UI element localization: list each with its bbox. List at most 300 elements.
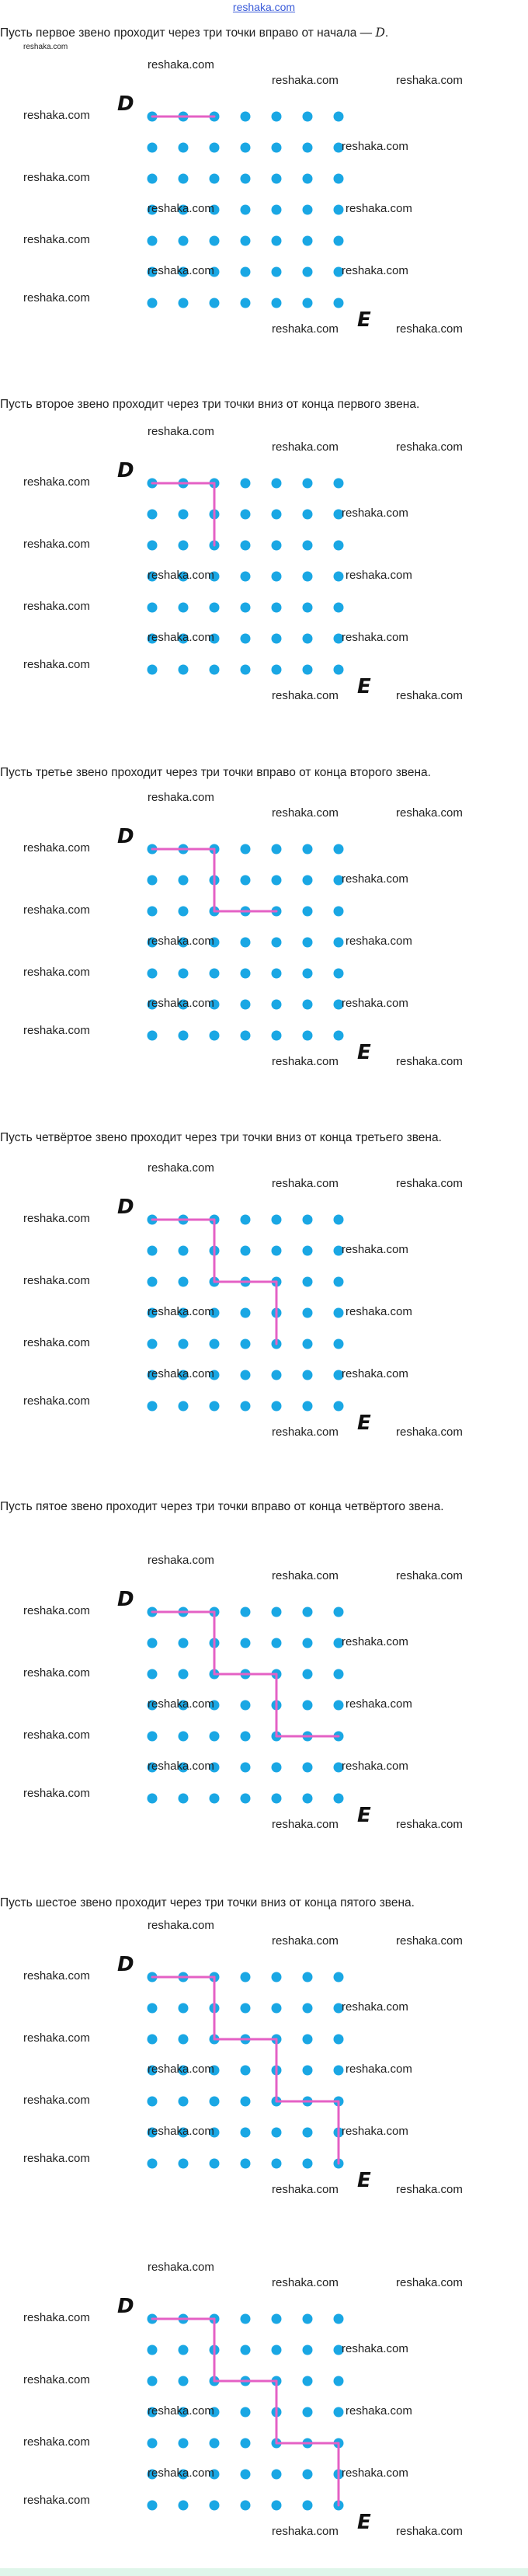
grid-dot [272, 572, 282, 582]
step-caption [0, 1126, 528, 1149]
grid-dot [179, 2438, 189, 2449]
step-caption [0, 1495, 528, 1518]
grid-dot [334, 1031, 344, 1041]
watermark: reshaka.com [148, 997, 214, 1010]
grid-dot [303, 2501, 313, 2511]
point-label-start: D [117, 825, 134, 848]
watermark: reshaka.com [396, 1426, 463, 1439]
watermark: reshaka.com [23, 233, 90, 246]
watermark: reshaka.com [23, 475, 90, 489]
watermark: reshaka.com [342, 506, 408, 520]
grid-dot [334, 1308, 344, 1318]
grid-dot [303, 2407, 313, 2418]
grid-dot [241, 844, 251, 855]
grid-dot [241, 603, 251, 613]
grid-dot [241, 2470, 251, 2480]
grid-dot [272, 634, 282, 644]
grid-dot [241, 2501, 251, 2511]
grid-dot [241, 1607, 251, 1617]
grid-dot [210, 1732, 220, 1742]
watermark: reshaka.com [346, 569, 412, 582]
watermark: reshaka.com [396, 2525, 463, 2538]
watermark: reshaka.com [148, 1161, 214, 1175]
watermark: reshaka.com [396, 1569, 463, 1582]
grid-dot [303, 174, 313, 184]
grid-dot [179, 143, 189, 153]
grid-dot [272, 2003, 282, 2014]
watermark: reshaka.com [272, 1934, 339, 1948]
point-label-end: E [357, 675, 371, 698]
grid-dot [179, 1277, 189, 1287]
grid-dot [179, 1669, 189, 1680]
grid-dot [179, 541, 189, 551]
grid-dot [148, 236, 158, 246]
grid-dot [241, 174, 251, 184]
grid-dot [241, 2438, 251, 2449]
point-label-start: D [117, 92, 134, 116]
grid-dot [272, 2345, 282, 2355]
grid-dot [303, 572, 313, 582]
grid-dot [303, 1370, 313, 1380]
grid-dot [334, 174, 344, 184]
point-label-start: D [117, 459, 134, 482]
watermark: reshaka.com [148, 935, 214, 948]
watermark: reshaka.com [23, 2435, 90, 2449]
grid-dot [272, 143, 282, 153]
grid-dot [334, 1794, 344, 1804]
watermark: reshaka.com [342, 997, 408, 1010]
grid-dot [272, 174, 282, 184]
grid-dot [179, 1031, 189, 1041]
grid-dot [179, 2003, 189, 2014]
grid-dot [272, 2470, 282, 2480]
watermark: reshaka.com [23, 538, 90, 551]
grid-dot [334, 541, 344, 551]
watermark: reshaka.com [148, 791, 214, 804]
grid-dot [272, 2128, 282, 2138]
grid-dot [148, 1246, 158, 1256]
grid-dot [303, 143, 313, 153]
grid-dot [179, 174, 189, 184]
watermark: reshaka.com [148, 2261, 214, 2274]
point-label-start: D [117, 1953, 134, 1976]
grid-dot [179, 2159, 189, 2169]
grid-dot [303, 1246, 313, 1256]
watermark: reshaka.com [346, 2404, 412, 2418]
caption-math: D [375, 26, 385, 40]
grid-dot [241, 2097, 251, 2107]
caption-text: Пусть первое звено проходит через три точки вправо от начала — [0, 26, 376, 40]
grid-dot [303, 2003, 313, 2014]
grid-dot [241, 2159, 251, 2169]
grid-dot [241, 267, 251, 277]
grid-dot [241, 541, 251, 551]
grid-dot [241, 2407, 251, 2418]
grid-dot [272, 969, 282, 979]
grid-dot [303, 1763, 313, 1773]
grid-dot [210, 603, 220, 613]
grid-dot [272, 1031, 282, 1041]
grid-dot [241, 510, 251, 520]
watermark: reshaka.com [23, 2031, 90, 2045]
grid-dot [210, 2501, 220, 2511]
grid-dot [272, 510, 282, 520]
grid-dot [179, 2097, 189, 2107]
watermark: reshaka.com [396, 1177, 463, 1190]
grid-dot [272, 2159, 282, 2169]
grid-dot [241, 1308, 251, 1318]
grid-dot [334, 479, 344, 489]
grid-dot [303, 1339, 313, 1349]
grid-dot [241, 2003, 251, 2014]
watermark: reshaka.com [342, 2466, 408, 2480]
grid-dot [303, 1277, 313, 1287]
grid-dot [179, 907, 189, 917]
watermark: reshaka.com [272, 2525, 339, 2538]
site-title[interactable]: reshaka.com [232, 1, 296, 13]
grid-dot [303, 2314, 313, 2324]
watermark: reshaka.com [396, 1055, 463, 1068]
grid-dot [241, 1031, 251, 1041]
grid-dot [210, 298, 220, 308]
watermark: reshaka.com [272, 74, 339, 87]
grid-dot [334, 844, 344, 855]
grid-dot [148, 2003, 158, 2014]
grid-dot [272, 2314, 282, 2324]
grid-dot [241, 1972, 251, 1982]
grid-dot [241, 1246, 251, 1256]
watermark: reshaka.com [23, 2373, 90, 2386]
watermark: reshaka.com [23, 1666, 90, 1680]
grid-dot [148, 2501, 158, 2511]
caption-text: Пусть третье звено проходит через три точки вправо от конца второго звена. [0, 766, 431, 779]
grid-dot [272, 938, 282, 948]
grid-dot [272, 205, 282, 215]
watermark: reshaka.com [23, 1604, 90, 1617]
grid-dot [303, 1794, 313, 1804]
grid-dot [334, 2035, 344, 2045]
grid-dot [148, 541, 158, 551]
grid-dot [303, 541, 313, 551]
caption-text: Пусть шестое звено проходит через три точки вниз от конца пятого звена. [0, 1896, 415, 1909]
grid-dot [148, 1401, 158, 1412]
watermark: reshaka.com [23, 1787, 90, 1800]
grid-dot [241, 2314, 251, 2324]
step-caption [0, 1892, 528, 1914]
grid-dot [148, 1277, 158, 1287]
grid-dot [303, 1031, 313, 1041]
grid-dot [303, 1401, 313, 1412]
grid-dot [303, 479, 313, 489]
grid-dot [303, 875, 313, 886]
watermark: reshaka.com [23, 600, 90, 613]
watermark: reshaka.com [272, 2183, 339, 2196]
footer-strip [0, 2568, 528, 2576]
watermark: reshaka.com [396, 2276, 463, 2289]
watermark: reshaka.com [396, 806, 463, 820]
grid-dot [241, 572, 251, 582]
grid-dot [334, 1607, 344, 1617]
grid-dot [334, 1277, 344, 1287]
grid-dot [241, 112, 251, 122]
grid-dot [148, 174, 158, 184]
watermark: reshaka.com [342, 1635, 408, 1648]
caption-text: Пусть пятое звено проходит через три точки вправо от конца четвёртого звена. [0, 1500, 444, 1513]
watermark: reshaka.com [342, 140, 408, 153]
watermark: reshaka.com [272, 440, 339, 454]
watermark: reshaka.com [342, 2125, 408, 2138]
grid-dot [210, 1339, 220, 1349]
watermark: reshaka.com [272, 1055, 339, 1068]
grid-dot [303, 236, 313, 246]
grid-dot [179, 1732, 189, 1742]
point-label-start: D [117, 1588, 134, 1611]
grid-dot [210, 1794, 220, 1804]
watermark: reshaka.com [23, 1728, 90, 1742]
grid-dot [272, 1794, 282, 1804]
watermark: reshaka.com [23, 2494, 90, 2507]
grid-dot [148, 1339, 158, 1349]
watermark: reshaka.com [23, 43, 68, 51]
watermark: reshaka.com [346, 202, 412, 215]
grid-dot [272, 2501, 282, 2511]
grid-dot [241, 1732, 251, 1742]
grid-dot [148, 510, 158, 520]
grid-dot [210, 1401, 220, 1412]
grid-dot [303, 969, 313, 979]
grid-dot [303, 1972, 313, 1982]
watermark: reshaka.com [23, 903, 90, 917]
grid-dot [334, 938, 344, 948]
grid-dot [241, 1215, 251, 1225]
point-label-start: D [117, 2295, 134, 2318]
watermark: reshaka.com [396, 1934, 463, 1948]
grid-dot [303, 634, 313, 644]
watermark: reshaka.com [342, 2342, 408, 2355]
grid-dot [334, 298, 344, 308]
watermark: reshaka.com [23, 2152, 90, 2165]
grid-dot [334, 1972, 344, 1982]
grid-dot [334, 969, 344, 979]
watermark: reshaka.com [23, 966, 90, 979]
grid-dot [148, 1031, 158, 1041]
watermark: reshaka.com [148, 1367, 214, 1380]
point-label-end: E [357, 2511, 371, 2534]
grid-dot [148, 665, 158, 675]
watermark: reshaka.com [23, 291, 90, 305]
grid-dot [241, 875, 251, 886]
grid-dot [179, 298, 189, 308]
grid-dot [179, 2376, 189, 2386]
watermark: reshaka.com [272, 806, 339, 820]
grid-dot [179, 665, 189, 675]
grid-dot [303, 907, 313, 917]
grid-dot [303, 665, 313, 675]
watermark: reshaka.com [148, 2466, 214, 2480]
watermark: reshaka.com [148, 569, 214, 582]
watermark: reshaka.com [148, 1919, 214, 1932]
grid-dot [272, 1638, 282, 1648]
watermark: reshaka.com [148, 264, 214, 277]
grid-dot [303, 938, 313, 948]
watermark: reshaka.com [148, 1760, 214, 1773]
grid-dot [334, 236, 344, 246]
watermark: reshaka.com [396, 2183, 463, 2196]
grid-dot [303, 603, 313, 613]
watermark: reshaka.com [148, 1554, 214, 1567]
grid-dot [334, 2407, 344, 2418]
grid-dot [334, 603, 344, 613]
grid-dot [241, 205, 251, 215]
grid-dot [148, 2035, 158, 2045]
grid-dot [210, 2159, 220, 2169]
watermark: reshaka.com [23, 1394, 90, 1408]
grid-dot [272, 1370, 282, 1380]
grid-dot [179, 1401, 189, 1412]
grid-dot [241, 1794, 251, 1804]
grid-dot [272, 298, 282, 308]
grid-dot [148, 2097, 158, 2107]
step-caption [0, 761, 528, 784]
grid-dot [241, 143, 251, 153]
grid-dot [241, 1701, 251, 1711]
grid-dot [334, 2376, 344, 2386]
watermark: reshaka.com [342, 872, 408, 886]
point-label-end: E [357, 1412, 371, 1435]
grid-dot [241, 1000, 251, 1010]
point-label-end: E [357, 1804, 371, 1827]
watermark: reshaka.com [342, 1760, 408, 1773]
caption-text-end: . [384, 26, 389, 40]
grid-dot [241, 1370, 251, 1380]
grid-dot [272, 844, 282, 855]
grid-dot [179, 236, 189, 246]
watermark: reshaka.com [23, 2094, 90, 2107]
grid-dot [210, 665, 220, 675]
grid-dot [303, 1669, 313, 1680]
grid-dot [334, 1339, 344, 1349]
grid-dot [303, 205, 313, 215]
grid-dot [303, 510, 313, 520]
grid-dot [303, 112, 313, 122]
grid-dot [334, 2066, 344, 2076]
grid-dot [148, 2345, 158, 2355]
grid-dot [241, 1339, 251, 1349]
watermark: reshaka.com [346, 1697, 412, 1711]
grid-dot [272, 267, 282, 277]
grid-dot [241, 969, 251, 979]
watermark: reshaka.com [272, 689, 339, 702]
grid-dot [241, 634, 251, 644]
watermark: reshaka.com [23, 1274, 90, 1287]
grid-dot [179, 1794, 189, 1804]
grid-dot [241, 2345, 251, 2355]
grid-dot [303, 1701, 313, 1711]
watermark: reshaka.com [23, 171, 90, 184]
grid-dot [303, 1638, 313, 1648]
grid-dot [241, 1638, 251, 1648]
grid-dot [272, 1215, 282, 1225]
grid-dot [303, 267, 313, 277]
watermark: reshaka.com [346, 935, 412, 948]
step-caption [0, 22, 528, 44]
watermark: reshaka.com [342, 2000, 408, 2014]
watermark: reshaka.com [346, 1305, 412, 1318]
grid-dot [334, 1401, 344, 1412]
watermark: reshaka.com [148, 2125, 214, 2138]
grid-dot [148, 1732, 158, 1742]
grid-dot [303, 1215, 313, 1225]
point-label-start: D [117, 1196, 134, 1219]
grid-dot [241, 938, 251, 948]
grid-dot [303, 1308, 313, 1318]
grid-dot [148, 1794, 158, 1804]
grid-dot [241, 236, 251, 246]
grid-dot [210, 174, 220, 184]
watermark: reshaka.com [342, 264, 408, 277]
grid-dot [148, 143, 158, 153]
grid-dot [272, 603, 282, 613]
watermark: reshaka.com [148, 58, 214, 71]
watermark: reshaka.com [23, 1212, 90, 1225]
grid-dot [303, 2159, 313, 2169]
grid-dot [272, 875, 282, 886]
grid-dot [179, 2501, 189, 2511]
watermark: reshaka.com [148, 631, 214, 644]
watermark: reshaka.com [148, 202, 214, 215]
watermark: reshaka.com [148, 1305, 214, 1318]
grid-dot [334, 1669, 344, 1680]
grid-dot [148, 2376, 158, 2386]
grid-dot [179, 1246, 189, 1256]
watermark: reshaka.com [23, 658, 90, 671]
watermark: reshaka.com [396, 74, 463, 87]
grid-dot [210, 2438, 220, 2449]
watermark: reshaka.com [23, 1969, 90, 1982]
grid-dot [272, 1401, 282, 1412]
grid-dot [334, 665, 344, 675]
watermark: reshaka.com [342, 1367, 408, 1380]
grid-dot [148, 2159, 158, 2169]
grid-dot [148, 1669, 158, 1680]
grid-dot [334, 2314, 344, 2324]
grid-dot [303, 2066, 313, 2076]
watermark: reshaka.com [148, 425, 214, 438]
watermark: reshaka.com [148, 2063, 214, 2076]
watermark: reshaka.com [23, 2311, 90, 2324]
grid-dot [179, 875, 189, 886]
grid-dot [272, 1607, 282, 1617]
watermark: reshaka.com [148, 2404, 214, 2418]
grid-dot [303, 1607, 313, 1617]
grid-dot [303, 2128, 313, 2138]
watermark: reshaka.com [272, 1818, 339, 1831]
grid-dot [210, 2097, 220, 2107]
watermark: reshaka.com [23, 1024, 90, 1037]
grid-dot [334, 1701, 344, 1711]
grid-dot [303, 2035, 313, 2045]
grid-dot [148, 298, 158, 308]
grid-dot [334, 112, 344, 122]
step-caption [0, 393, 528, 416]
watermark: reshaka.com [23, 109, 90, 122]
grid-dot [272, 236, 282, 246]
grid-dot [241, 2066, 251, 2076]
watermark: reshaka.com [272, 2276, 339, 2289]
grid-dot [272, 1763, 282, 1773]
grid-dot [179, 510, 189, 520]
watermark: reshaka.com [23, 841, 90, 855]
